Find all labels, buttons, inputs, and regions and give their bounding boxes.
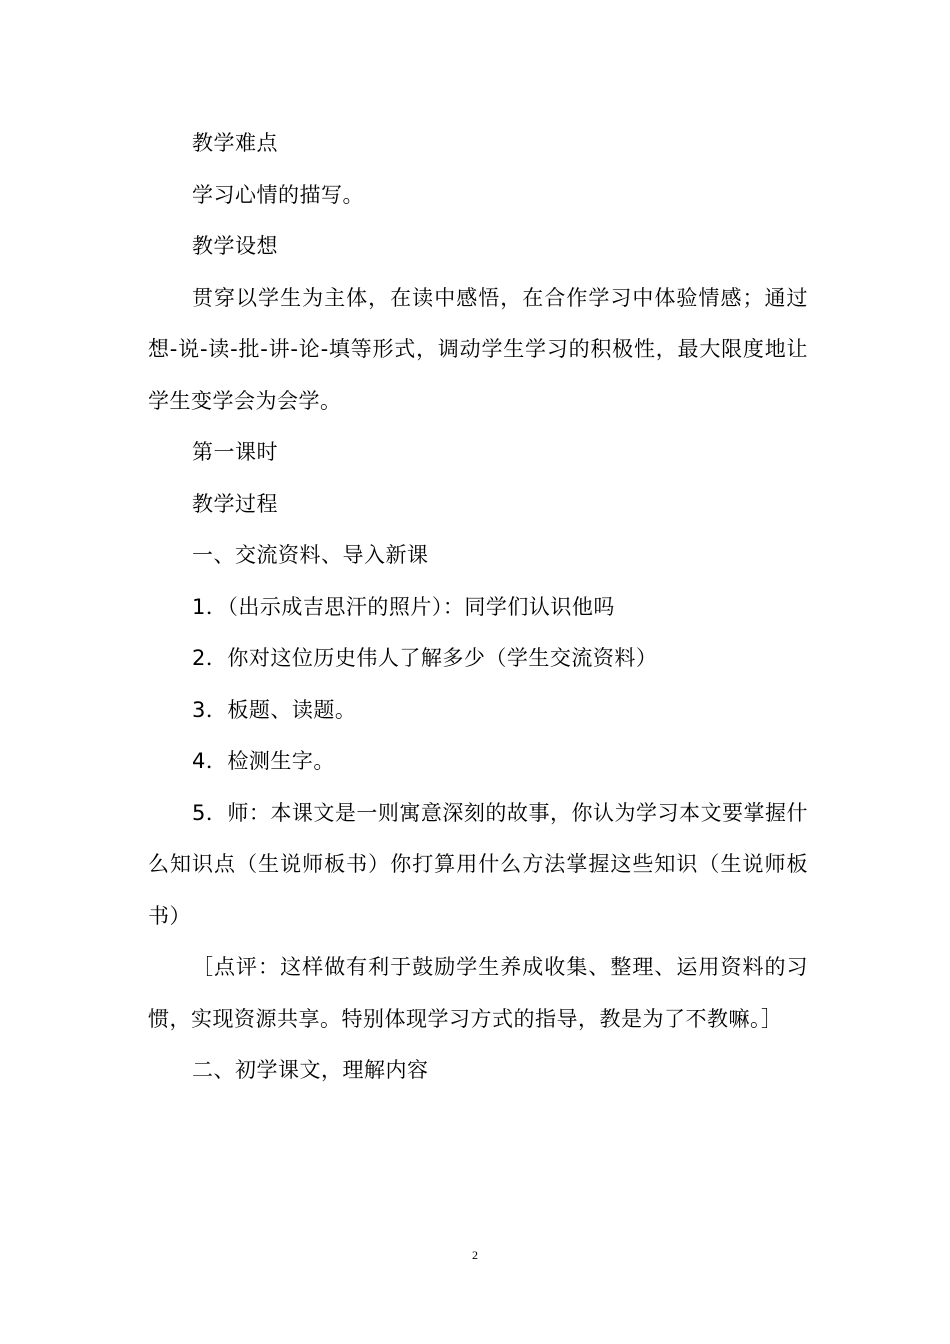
paragraph-difficulty-text: 学习心情的描写。 xyxy=(192,182,364,207)
paragraph-first-lesson: 第一课时 xyxy=(192,440,278,464)
paragraph-heading-process: 教学过程 xyxy=(192,491,278,516)
paragraph-comment: ［点评：这样做有利于鼓励学生养成收集、整理、运用资料的习惯，实现资源共享。特别体现学习方式的指导，教是为了不教嘛。］ xyxy=(148,955,808,1031)
paragraph-section-one: 一、交流资料、导入新课 xyxy=(192,543,429,567)
paragraph-step-4: 4．检测生字。 xyxy=(192,749,335,773)
paragraph-step-2: 2．你对这位历史伟人了解多少（学生交流资料） xyxy=(192,646,658,670)
paragraph-heading-design: 教学设想 xyxy=(192,234,278,258)
paragraph-step-5: 5．师：本课文是一则寓意深刻的故事，你认为学习本文要掌握什么知识点（生说师板书）你打算用什么方法掌握这些知识（生说师板书） xyxy=(148,800,808,928)
paragraph-section-two: 二、初学课文，理解内容 xyxy=(192,1058,429,1082)
paragraph-design-text: 贯穿以学生为主体，在读中感悟，在合作学习中体验情感；通过想-说-读-批-讲-论-填等形式，调动学生学习的积极性，最大限度地让学生变学会为会学。 xyxy=(148,285,808,413)
paragraph-step-1: 1．（出示成吉思汗的照片）：同学们认识他吗 xyxy=(192,594,615,619)
paragraph-step-3: 3．板题、读题。 xyxy=(192,697,357,722)
document-body xyxy=(148,118,808,1097)
page-number: 2 xyxy=(472,1248,478,1262)
paragraph-heading-difficulty: 教学难点 xyxy=(192,131,278,155)
